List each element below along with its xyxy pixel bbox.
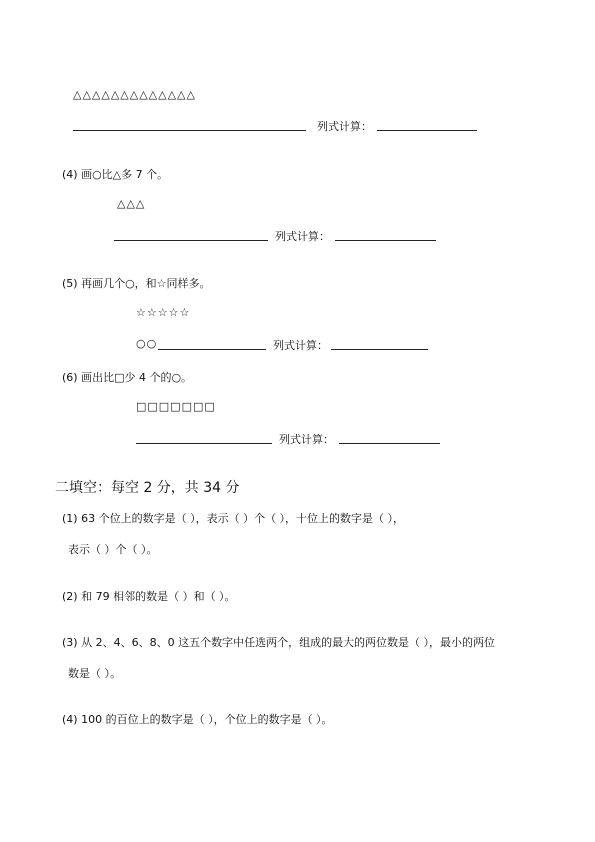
calc-label-5: 列式计算： <box>273 339 328 352</box>
question-5-circles: ○○ <box>136 337 158 350</box>
answer-line-drawing-6[interactable] <box>136 443 272 444</box>
question-4-triangles: △△△ <box>117 197 146 210</box>
answer-line-calc-5[interactable] <box>331 349 428 350</box>
question-6-squares: □□□□□□□ <box>136 400 216 413</box>
calc-label-4: 列式计算： <box>275 230 330 243</box>
answer-line-drawing-4[interactable] <box>114 240 268 241</box>
answer-line-calc-1[interactable] <box>377 130 477 131</box>
fill-question-1-line-2: 表示（ ）个（ ）。 <box>68 543 158 556</box>
question-6-prompt: (6) 画出比□少 4 个的○。 <box>62 371 193 384</box>
fill-question-2: (2) 和 79 相邻的数是（ ）和（ ）。 <box>62 590 236 603</box>
answer-line-calc-6[interactable] <box>339 443 440 444</box>
fill-question-1-line-1: (1) 63 个位上的数字是（ ），表示（ ）个（ ），十位上的数字是（ ）， <box>62 512 405 525</box>
answer-line-calc-4[interactable] <box>335 240 436 241</box>
fill-question-3-line-1: (3) 从 2、4、6、8、0 这五个数字中任选两个，组成的最大的两位数是（ ），最小的两位 <box>62 636 496 649</box>
calc-label-6: 列式计算： <box>279 433 334 446</box>
answer-line-drawing-5[interactable] <box>158 349 266 350</box>
calc-label-1: 列式计算： <box>317 120 372 133</box>
answer-line-drawing-1[interactable] <box>73 130 306 131</box>
fill-question-4: (4) 100 的百位上的数字是（ ），个位上的数字是（ ）。 <box>62 713 333 726</box>
section-heading-fill-in: 二填空：每空 2 分，共 34 分 <box>55 480 240 496</box>
question-4-prompt: (4) 画○比△多 7 个。 <box>62 168 169 181</box>
triangle-row: △△△△△△△△△△△△△ <box>73 88 196 101</box>
question-5-stars: ☆☆☆☆☆ <box>136 306 191 319</box>
question-5-prompt: (5) 再画几个○，和☆同样多。 <box>62 277 211 290</box>
fill-question-3-line-2: 数是（ ）。 <box>68 667 121 680</box>
